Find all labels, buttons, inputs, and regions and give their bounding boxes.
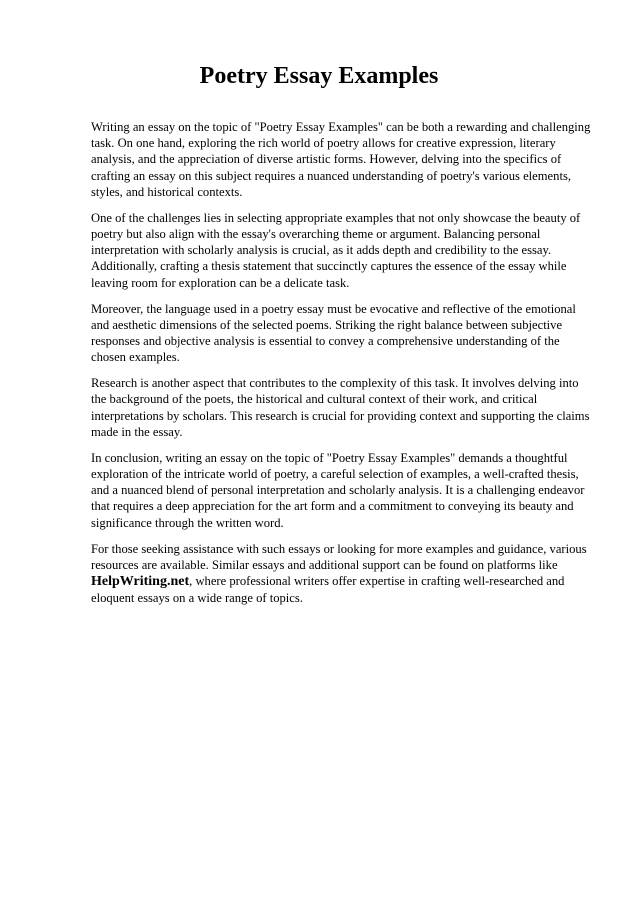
resources-text-before: For those seeking assistance with such essays or looking for more examples and guidance, various resources are available. Similar essays and additional support can be found on platforms like bbox=[91, 541, 587, 572]
paragraph-intro: Writing an essay on the topic of "Poetry Essay Examples" can be both a rewarding and challenging task. On one hand, exploring the rich world of poetry allows for creative expression, literary analysis, and the appreciation of diverse artistic forms. However, delving into the specifics of crafting an essay on this subject requires a nuanced understanding of poetry's various elements, styles, and historical contexts. bbox=[91, 120, 591, 199]
paragraph-research: Research is another aspect that contributes to the complexity of this task. It involves delving into the background of the poets, the historical and cultural context of their work, and critical interpretations by scholars. This research is crucial for providing context and supporting the claims made in the essay. bbox=[91, 376, 590, 439]
paragraph-conclusion: In conclusion, writing an essay on the topic of "Poetry Essay Examples" demands a thoughtful exploration of the intricate world of poetry, a careful selection of examples, a well-crafted thesis, and a nuanced blend of personal interpretation and scholarly analysis. It is a challenging endeavor that requires a deep appreciation for the art form and a commitment to conveying its beauty and significance through the written word. bbox=[91, 450, 585, 530]
paragraph-language: Moreover, the language used in a poetry essay must be evocative and reflective of the emotional and aesthetic dimensions of the selected poems. Striking the right balance between subjective responses and objective analysis is essential to convey a comprehensive understanding of the chosen examples. bbox=[91, 301, 576, 365]
helpwriting-brand-name: HelpWriting.net bbox=[91, 574, 190, 590]
paragraph-resources bbox=[91, 541, 593, 607]
resources-text-after: , where professional writers offer expertise in crafting well-researched and eloquent essays on a wide range of topics. bbox=[91, 574, 565, 606]
paragraph-challenges: One of the challenges lies in selecting appropriate examples that not only showcase the beauty of poetry but also align with the essay's overarching theme or argument. Balancing personal interpretation with scholarly analysis is crucial, as it adds depth and credibility to the essay. Additionally, crafting a thesis statement that succinctly captures the essence of the essay while leaving room for exploration can be a delicate task. bbox=[91, 210, 581, 290]
document-body bbox=[91, 119, 593, 616]
document-title: Poetry Essay Examples bbox=[199, 63, 439, 89]
